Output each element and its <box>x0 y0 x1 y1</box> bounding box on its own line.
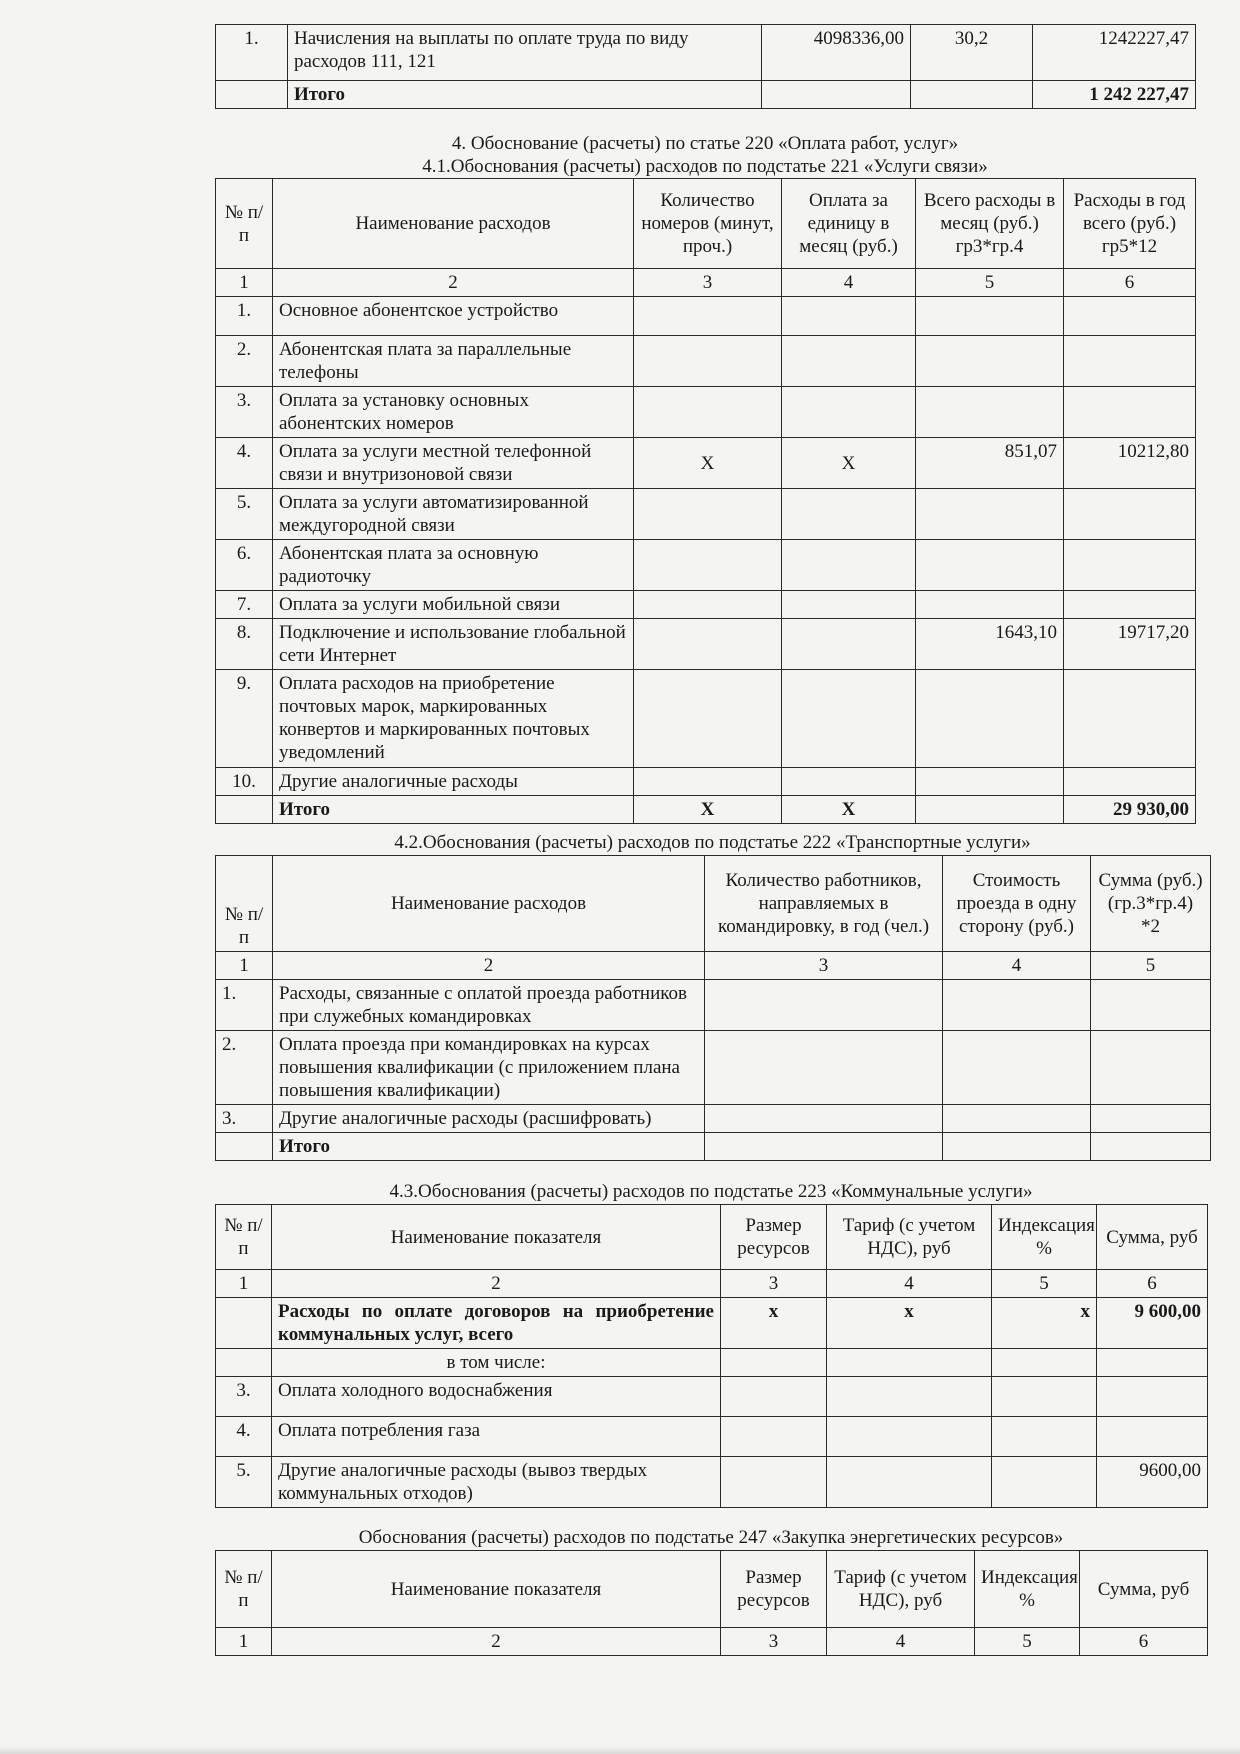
table-row <box>216 980 1211 1031</box>
month-cell <box>916 540 1064 591</box>
table-row <box>216 387 1196 438</box>
unit-cell <box>782 297 916 336</box>
summary-name: Расходы по оплате договоров на приобретение коммунальных услуг, всего <box>272 1298 721 1349</box>
header-cell: Количество номеров (минут, проч.) <box>634 179 782 269</box>
column-number: 2 <box>273 269 634 297</box>
header-cell: Тариф (с учетом НДС), руб <box>827 1551 975 1628</box>
header-cell: Оплата за единицу в месяц (руб.) <box>782 179 916 269</box>
header-cell: № п/п <box>216 1551 272 1628</box>
row-number: 4. <box>216 1417 272 1457</box>
row-name: Абонентская плата за параллельные телефоны <box>273 336 634 387</box>
header-cell: Всего расходы в месяц (руб.) гр3*гр.4 <box>916 179 1064 269</box>
row-number: 2. <box>216 1031 273 1105</box>
row-name: Другие аналогичные расходы <box>273 768 634 796</box>
table-row <box>216 540 1196 591</box>
month-cell: 1643,10 <box>916 619 1064 670</box>
table-221-title: 4.1.Обоснования (расчеты) расходов по подстатье 221 «Услуги связи» <box>422 156 988 177</box>
row-number: 4. <box>216 438 273 489</box>
table-row <box>216 1031 1211 1105</box>
column-number: 5 <box>975 1628 1080 1656</box>
month-cell <box>916 591 1064 619</box>
row-number: 10. <box>216 768 273 796</box>
column-number: 5 <box>1091 952 1211 980</box>
row-number: 6. <box>216 540 273 591</box>
table-header <box>216 179 1196 269</box>
column-number: 6 <box>1097 1270 1208 1298</box>
unit-cell <box>782 670 916 768</box>
table-row <box>216 1377 1208 1417</box>
qty-cell <box>634 619 782 670</box>
row-name: Подключение и использование глобальной сети Интернет <box>273 619 634 670</box>
qty-cell <box>634 540 782 591</box>
row-sum <box>1097 1377 1208 1417</box>
row-number: 7. <box>216 591 273 619</box>
row-name: Начисления на выплаты по оплате труда по виду расходов 111, 121 <box>288 25 762 81</box>
column-number: 2 <box>273 952 705 980</box>
table-222-transport-services <box>215 855 1210 1161</box>
table-221-communication-services <box>215 178 1195 824</box>
row-number: 9. <box>216 670 273 768</box>
header-cell: Сумма, руб <box>1097 1205 1208 1270</box>
year-cell <box>1064 591 1196 619</box>
section-title: 4. Обоснование (расчеты) по статье 220 «Оплата работ, услуг» <box>451 133 959 154</box>
column-number: 3 <box>721 1628 827 1656</box>
contribution-sum: 1242227,47 <box>1033 25 1196 81</box>
month-cell <box>916 297 1064 336</box>
table-row <box>216 1417 1208 1457</box>
summary-sum: 9 600,00 <box>1097 1298 1208 1349</box>
header-cell: № п/п <box>216 856 273 952</box>
unit-cell <box>782 540 916 591</box>
qty-cell <box>634 336 782 387</box>
scan-edge <box>0 1746 1240 1754</box>
month-cell: 851,07 <box>916 438 1064 489</box>
total-year: 29 930,00 <box>1064 796 1196 824</box>
unit-cell <box>782 387 916 438</box>
column-number: 6 <box>1064 269 1196 297</box>
column-number: 2 <box>272 1270 721 1298</box>
summary-index: х <box>992 1298 1097 1349</box>
column-numbers-row <box>216 1628 1208 1656</box>
qty-cell <box>634 591 782 619</box>
year-cell <box>1064 297 1196 336</box>
base-amount: 4098336,00 <box>762 25 911 81</box>
table-header <box>216 856 1211 952</box>
month-cell <box>916 387 1064 438</box>
rate-percent: 30,2 <box>911 25 1033 81</box>
row-number: 5. <box>216 489 273 540</box>
column-number: 5 <box>992 1270 1097 1298</box>
total-row <box>216 81 1196 109</box>
table-222-title: 4.2.Обоснования (расчеты) расходов по подстатье 222 «Транспортные услуги» <box>394 832 1031 853</box>
table-row <box>216 670 1196 768</box>
month-cell <box>916 768 1064 796</box>
header-cell: № п/п <box>216 1205 272 1270</box>
column-number: 4 <box>943 952 1091 980</box>
row-number: 2. <box>216 336 273 387</box>
row-sum: 9600,00 <box>1097 1457 1208 1508</box>
column-number: 5 <box>916 269 1064 297</box>
row-name: Основное абонентское устройство <box>273 297 634 336</box>
qty-cell <box>634 387 782 438</box>
column-numbers-row <box>216 952 1211 980</box>
table-row <box>216 336 1196 387</box>
qty-cell <box>634 670 782 768</box>
unit-cell <box>782 336 916 387</box>
total-row <box>216 1133 1211 1161</box>
year-cell: 19717,20 <box>1064 619 1196 670</box>
row-name: Оплата за услуги местной телефонной связи и внутризоновой связи <box>273 438 634 489</box>
table-header <box>216 1551 1208 1628</box>
header-cell: Размер ресурсов <box>721 1551 827 1628</box>
column-number: 1 <box>216 952 273 980</box>
column-number: 3 <box>705 952 943 980</box>
table-row <box>216 489 1196 540</box>
column-number: 1 <box>216 1628 272 1656</box>
table-row <box>216 1105 1211 1133</box>
row-number: 3. <box>216 387 273 438</box>
unit-cell <box>782 768 916 796</box>
total-sum: 1 242 227,47 <box>1033 81 1196 109</box>
table-header <box>216 1205 1208 1270</box>
total-qty: Х <box>634 796 782 824</box>
total-unit: Х <box>782 796 916 824</box>
summary-size: х <box>721 1298 827 1349</box>
month-cell <box>916 489 1064 540</box>
header-cell: Количество работников, направляемых в командировку, в год (чел.) <box>705 856 943 952</box>
year-cell: 10212,80 <box>1064 438 1196 489</box>
unit-cell <box>782 591 916 619</box>
year-cell <box>1064 768 1196 796</box>
header-cell: Тариф (с учетом НДС), руб <box>827 1205 992 1270</box>
column-number: 3 <box>721 1270 827 1298</box>
row-number: 1. <box>216 25 288 81</box>
column-numbers-row <box>216 269 1196 297</box>
header-cell: Наименование расходов <box>273 856 705 952</box>
unit-cell <box>782 619 916 670</box>
column-number: 3 <box>634 269 782 297</box>
row-number: 1. <box>216 980 273 1031</box>
header-cell: Индексация % <box>992 1205 1097 1270</box>
table-247-energy-resources <box>215 1550 1207 1656</box>
header-cell: Сумма, руб <box>1080 1551 1208 1628</box>
row-name: Оплата за услуги автоматизированной междугородной связи <box>273 489 634 540</box>
row-name: Другие аналогичные расходы (расшифровать) <box>273 1105 705 1133</box>
row-sum <box>1097 1417 1208 1457</box>
row-name: Оплата холодного водоснабжения <box>272 1377 721 1417</box>
table-row <box>216 1457 1208 1508</box>
table-row <box>216 619 1196 670</box>
salary-contributions-table <box>215 24 1195 109</box>
summary-tariff: х <box>827 1298 992 1349</box>
row-name: Оплата проезда при командировках на курсах повышения квалификации (с приложением плана повышения квалификации) <box>273 1031 705 1105</box>
table-247-title: Обоснования (расчеты) расходов по подстатье 247 «Закупка энергетических ресурсов» <box>358 1527 1064 1548</box>
total-label: Итого <box>273 1133 705 1161</box>
table-row <box>216 25 1196 81</box>
header-cell: Наименование показателя <box>272 1551 721 1628</box>
header-cell: Размер ресурсов <box>721 1205 827 1270</box>
row-name: Оплата расходов на приобретение почтовых марок, маркированных конвертов и маркированных почтовых уведомлений <box>273 670 634 768</box>
unit-cell <box>782 489 916 540</box>
total-row <box>216 796 1196 824</box>
row-name: Оплата за установку основных абонентских номеров <box>273 387 634 438</box>
header-cell: Сумма (руб.) (гр.3*гр.4) *2 <box>1091 856 1211 952</box>
header-cell: Наименование показателя <box>272 1205 721 1270</box>
table-row <box>216 768 1196 796</box>
total-label: Итого <box>288 81 762 109</box>
qty-cell <box>634 768 782 796</box>
column-number: 1 <box>216 269 273 297</box>
row-number: 8. <box>216 619 273 670</box>
column-number: 6 <box>1080 1628 1208 1656</box>
summary-row <box>216 1298 1208 1349</box>
year-cell <box>1064 540 1196 591</box>
row-name: Другие аналогичные расходы (вывоз твердых коммунальных отходов) <box>272 1457 721 1508</box>
month-cell <box>916 670 1064 768</box>
year-cell <box>1064 670 1196 768</box>
header-cell: Стоимость проезда в одну сторону (руб.) <box>943 856 1091 952</box>
subheading: в том числе: <box>272 1349 721 1377</box>
column-number: 4 <box>827 1270 992 1298</box>
unit-cell: Х <box>782 438 916 489</box>
header-cell: Наименование расходов <box>273 179 634 269</box>
column-number: 4 <box>782 269 916 297</box>
table-223-utilities <box>215 1204 1207 1508</box>
column-number: 4 <box>827 1628 975 1656</box>
header-cell: Расходы в год всего (руб.) гр5*12 <box>1064 179 1196 269</box>
qty-cell <box>634 489 782 540</box>
column-number: 2 <box>272 1628 721 1656</box>
table-row <box>216 438 1196 489</box>
column-numbers-row <box>216 1270 1208 1298</box>
table-row <box>216 591 1196 619</box>
row-number: 1. <box>216 297 273 336</box>
row-name: Расходы, связанные с оплатой проезда работников при служебных командировках <box>273 980 705 1031</box>
row-number: 3. <box>216 1377 272 1417</box>
header-cell: № п/п <box>216 179 273 269</box>
year-cell <box>1064 336 1196 387</box>
row-name: Абонентская плата за основную радиоточку <box>273 540 634 591</box>
row-number: 5. <box>216 1457 272 1508</box>
year-cell <box>1064 489 1196 540</box>
qty-cell: Х <box>634 438 782 489</box>
table-row <box>216 297 1196 336</box>
row-name: Оплата за услуги мобильной связи <box>273 591 634 619</box>
row-number: 3. <box>216 1105 273 1133</box>
subheading-row <box>216 1349 1208 1377</box>
total-label: Итого <box>273 796 634 824</box>
qty-cell <box>634 297 782 336</box>
month-cell <box>916 336 1064 387</box>
table-223-title: 4.3.Обоснования (расчеты) расходов по подстатье 223 «Коммунальные услуги» <box>389 1181 1033 1202</box>
column-number: 1 <box>216 1270 272 1298</box>
year-cell <box>1064 387 1196 438</box>
header-cell: Индексация % <box>975 1551 1080 1628</box>
row-name: Оплата потребления газа <box>272 1417 721 1457</box>
